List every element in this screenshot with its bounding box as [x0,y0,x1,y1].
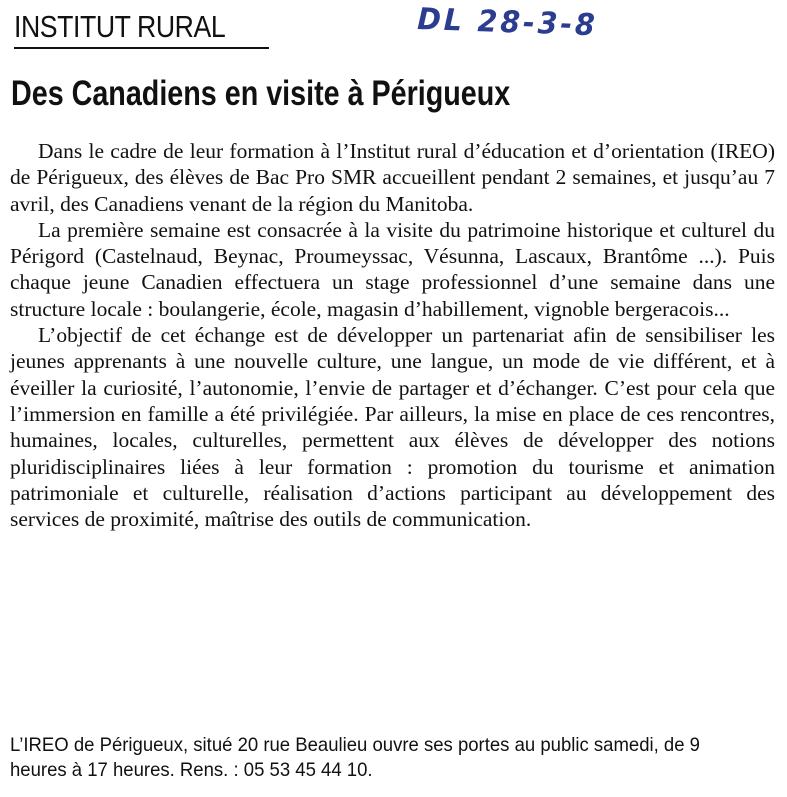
handwritten-annotation: DL 28-3-8 [416,2,599,44]
rubric-underline [14,47,269,49]
article-headline: Des Canadiens en visite à Périgueux [11,74,511,113]
section-rubric: INSTITUT RURAL [14,9,226,44]
practical-info: L’IREO de Périgueux, situé 20 rue Beaulieu ouvre ses portes au public samedi, de 9 heures à 17 heures. Rens. : 05 53 45 44 10. [10,734,700,781]
paragraph-1: Dans le cadre de leur formation à l’Institut rural d’éducation et d’orientation (IREO) de Périgueux, des élèves de Bac Pro SMR accueillent pendant 2 semaines, et jusqu’au 7 avril, des Canadiens venant de la région du Manitoba. [10,139,775,216]
paragraph-2: La première semaine est consacrée à la visite du patrimoine historique et culturel du Périgord (Castelnaud, Beynac, Proumeyssac, Vésunna, Lascaux, Brantôme ...). Puis chaque jeune Canadien effectuera un stage professionnel d’une semaine dans une structure locale : boulangerie, école, magasin d’habillement, vignoble bergeracois... [10,217,775,321]
article-body [10,138,775,532]
paragraph-3: L’objectif de cet échange est de développer un partenariat afin de sensibiliser les jeunes apprenants à une nouvelle culture, une langue, un mode de vie différent, et à éveiller la curiosité, l’autonomie, l’envie de partager et d’échanger. C’est pour cela que l’immersion en famille a été privilégiée. Par ailleurs, la mise en place de ces rencontres, humaines, locales, culturelles, permettent aux élèves de développer des notions pluridisciplinaires liées à leur formation : promotion du tourisme et animation patrimoniale et culturelle, réalisation d’actions participant au développement des services de proximité, maîtrise des outils de communication. [10,323,775,532]
